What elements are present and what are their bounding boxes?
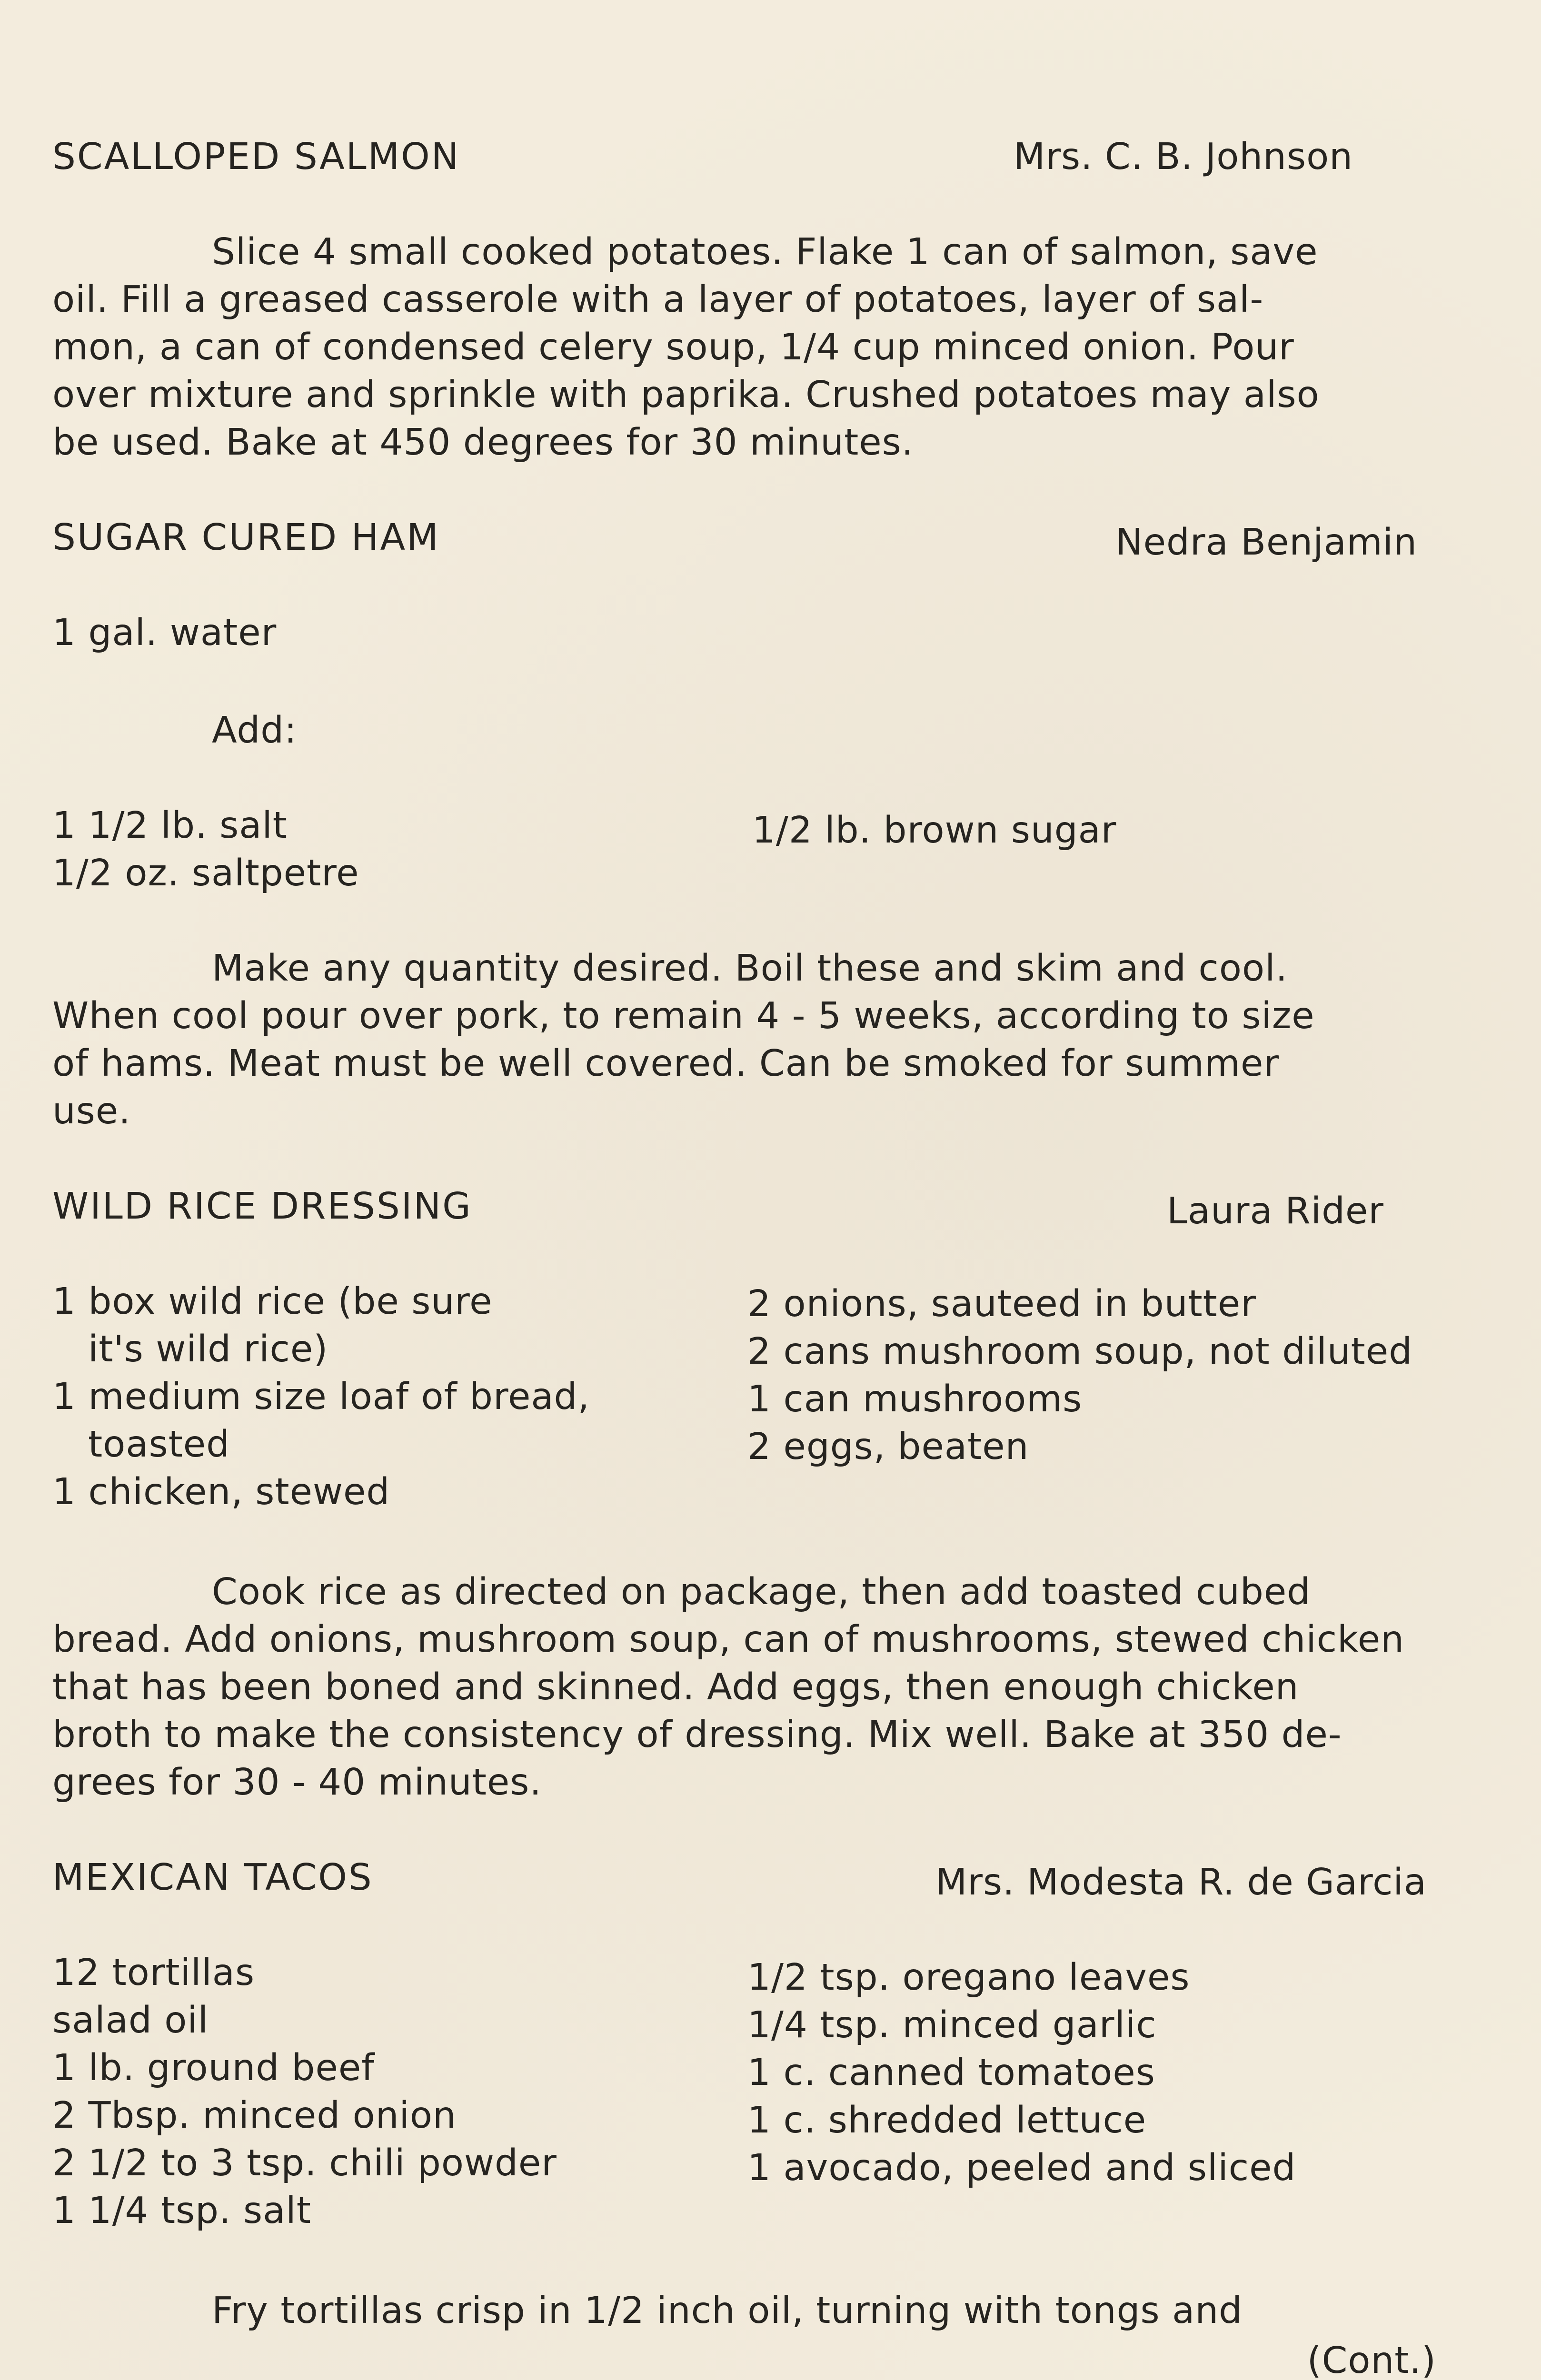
ingredient-item: it's wild rice)	[88, 1328, 328, 1370]
ingredient-item: 2 onions, sauteed in butter	[747, 1283, 1256, 1325]
directions-line: of hams. Meat must be well covered. Can be smoked for summer	[52, 1042, 1279, 1085]
recipe-author-ham: Nedra Benjamin	[1115, 521, 1417, 564]
continued-label: (Cont.)	[1307, 2340, 1436, 2380]
ingredient-item: 1 1/4 tsp. salt	[52, 2190, 311, 2232]
ingredients-right-tacos	[747, 1954, 1509, 2192]
ingredient-item: salad oil	[52, 1999, 209, 2042]
ingredient-item: 1 chicken, stewed	[52, 1471, 390, 1513]
ingredients-left-tacos	[52, 1949, 719, 2235]
ingredient-item: 1 box wild rice (be sure	[52, 1280, 493, 1323]
ingredient-saltpetre: 1/2 oz. saltpetre	[52, 852, 359, 894]
directions-line: be used. Bake at 450 degrees for 30 minutes.	[52, 421, 914, 464]
directions-line: bread. Add onions, mushroom soup, can of mushrooms, stewed chicken	[52, 1618, 1405, 1661]
directions-line: When cool pour over pork, to remain 4 - 5 weeks, according to size	[52, 995, 1315, 1037]
ingredient-item: 1 avocado, peeled and sliced	[747, 2147, 1296, 2189]
ingredient-item: 2 1/2 to 3 tsp. chili powder	[52, 2142, 557, 2184]
directions-line: use.	[52, 1090, 131, 1132]
recipe-author-salmon: Mrs. C. B. Johnson	[1013, 136, 1353, 178]
recipe-author-tacos: Mrs. Modesta R. de Garcia	[935, 1861, 1427, 1904]
ingredient-item: 1 medium size loaf of bread,	[52, 1376, 590, 1418]
ingredient-item: 2 Tbsp. minced onion	[52, 2094, 457, 2137]
ingredient-salt: 1 1/2 lb. salt	[52, 804, 288, 847]
ingredient-item: 1 can mushrooms	[747, 1378, 1083, 1420]
ingredient-item: 1/4 tsp. minced garlic	[747, 2004, 1157, 2046]
ingredient-item: 1 c. canned tomatoes	[747, 2052, 1155, 2094]
recipe-directions-tacos: Fry tortillas crisp in 1/2 inch oil, turning with tongs and	[212, 2290, 1243, 2332]
recipe-directions-salmon	[52, 228, 1485, 466]
directions-line: grees for 30 - 40 minutes.	[52, 1761, 542, 1804]
directions-line: broth to make the consistency of dressing. Mix well. Bake at 350 de-	[52, 1714, 1342, 1756]
ingredient-item: 12 tortillas	[52, 1952, 255, 1994]
ingredient-item: 2 cans mushroom soup, not diluted	[747, 1330, 1413, 1373]
recipe-title-tacos: MEXICAN TACOS	[52, 1856, 373, 1899]
ingredient-item: toasted	[88, 1423, 230, 1466]
directions-line: Slice 4 small cooked potatoes. Flake 1 can of salmon, save	[212, 231, 1318, 273]
recipe-directions-ham	[52, 945, 1485, 1135]
directions-line: over mixture and sprinkle with paprika. Crushed potatoes may also	[52, 374, 1320, 416]
page-number	[675, 2378, 865, 2380]
directions-line: Cook rice as directed on package, then add toasted cubed	[212, 1571, 1311, 1613]
ingredient-item: 1 lb. ground beef	[52, 2047, 375, 2089]
directions-line: Make any quantity desired. Boil these and skim and cool.	[212, 947, 1288, 990]
directions-line: that has been boned and skinned. Add eggs, then enough chicken	[52, 1666, 1299, 1708]
directions-line: mon, a can of condensed celery soup, 1/4 cup minced onion. Pour	[52, 326, 1294, 368]
ingredient-item: 1 c. shredded lettuce	[747, 2099, 1147, 2142]
ingredient-item: 1/2 tsp. oregano leaves	[747, 1956, 1190, 1999]
ingredient-water: 1 gal. water	[52, 612, 277, 654]
recipe-directions-rice	[52, 1568, 1485, 1806]
ingredient-item: 2 eggs, beaten	[747, 1426, 1029, 1468]
recipe-title-salmon: SCALLOPED SALMON	[52, 136, 460, 178]
recipe-title-rice: WILD RICE DRESSING	[52, 1185, 472, 1228]
recipe-title-ham: SUGAR CURED HAM	[52, 516, 440, 559]
ingredient-add-label: Add:	[212, 709, 298, 752]
recipe-author-rice: Laura Rider	[1166, 1190, 1384, 1232]
ingredient-brown-sugar: 1/2 lb. brown sugar	[752, 809, 1117, 852]
ingredients-left-rice	[52, 1278, 719, 1516]
ingredients-right-rice	[747, 1280, 1509, 1471]
directions-line: oil. Fill a greased casserole with a layer of potatoes, layer of sal-	[52, 278, 1264, 321]
